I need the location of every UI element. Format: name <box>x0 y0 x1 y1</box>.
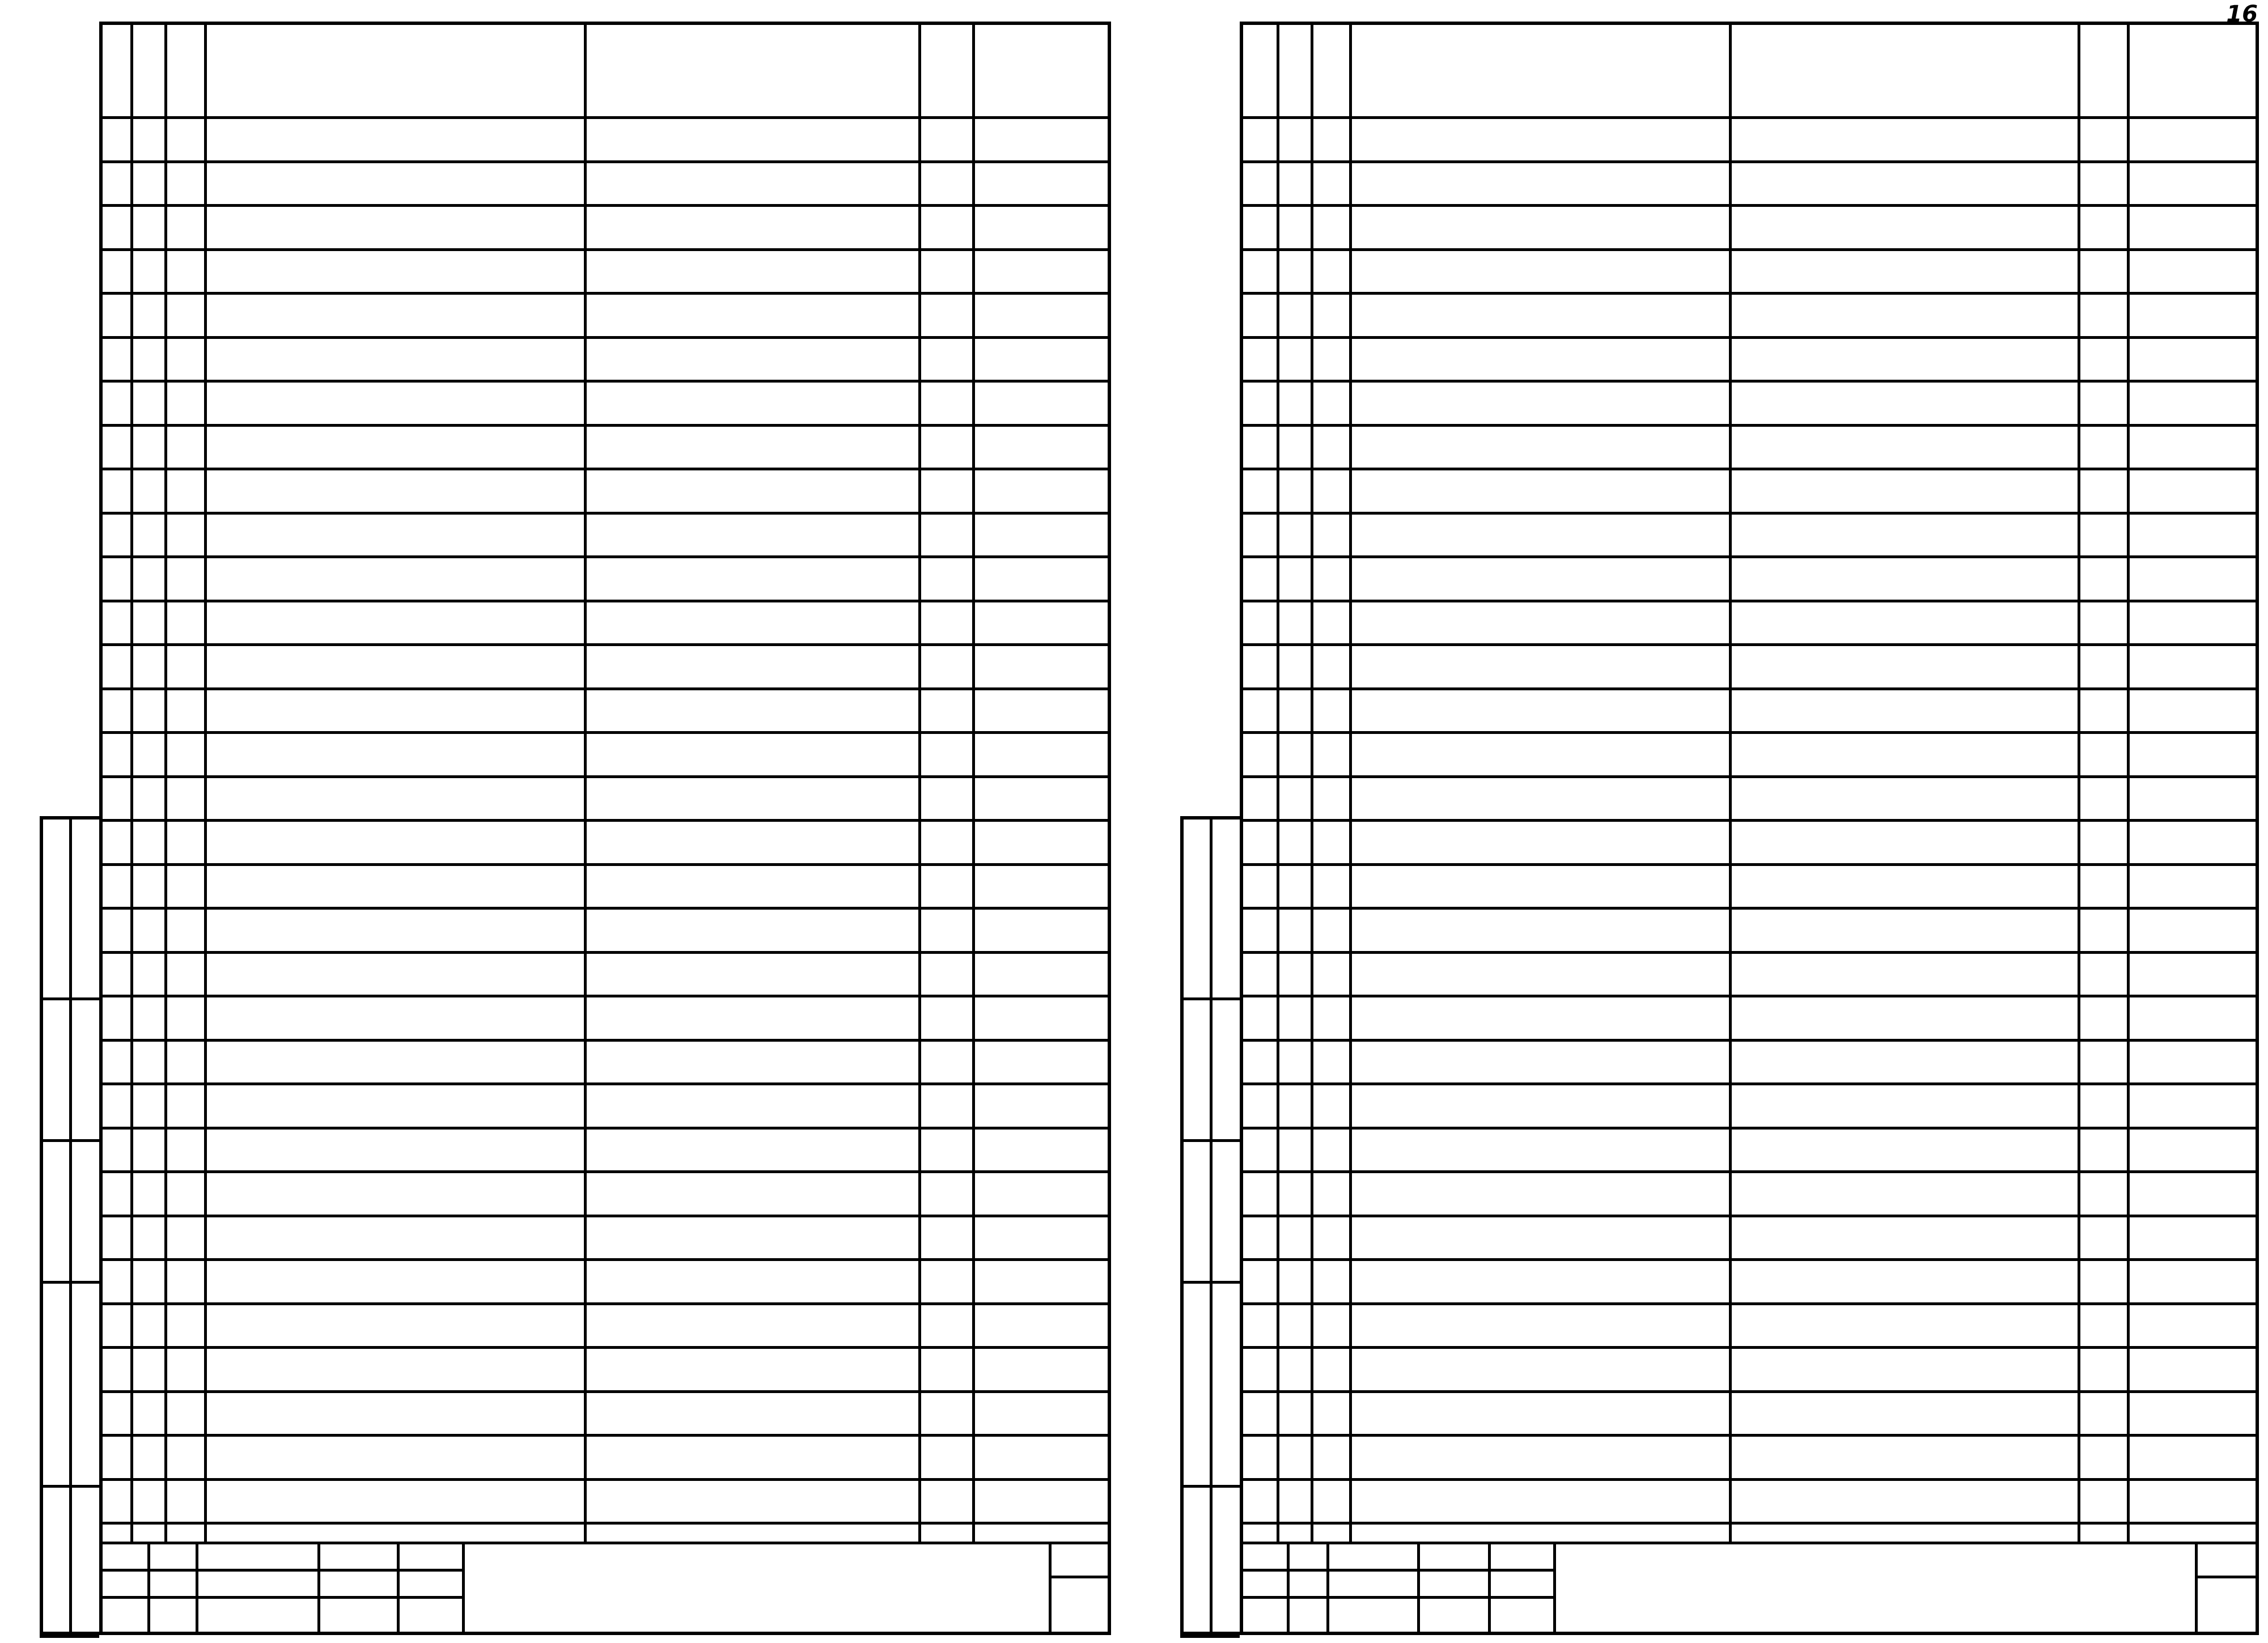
stamp-line <box>2195 1576 2259 1578</box>
row-line <box>99 336 1111 339</box>
header-divider <box>99 116 1111 119</box>
row-line <box>99 1215 1111 1217</box>
row-line <box>1240 1082 2259 1085</box>
spec-sheet-right <box>1179 0 2268 1643</box>
stamp-line <box>1049 1576 1111 1578</box>
row-line <box>99 204 1111 207</box>
row-line <box>1240 292 2259 295</box>
stamp-col-line <box>1326 1542 1329 1635</box>
row-line <box>99 468 1111 470</box>
strip-line <box>40 1635 99 1638</box>
row-line <box>1240 1127 2259 1130</box>
strip-inner-line <box>1210 816 1213 1635</box>
row-line <box>99 731 1111 734</box>
stamp-sheet-line <box>2195 1542 2198 1635</box>
row-line <box>1240 1522 2259 1525</box>
row-line <box>1240 1170 2259 1173</box>
strip-inner-line <box>69 816 72 1635</box>
stamp-col-line <box>1553 1542 1556 1635</box>
stamp-col-line <box>196 1542 198 1635</box>
row-line <box>1240 555 2259 558</box>
row-line <box>99 1390 1111 1393</box>
row-line <box>99 555 1111 558</box>
row-line <box>1240 160 2259 163</box>
row-line <box>99 1434 1111 1437</box>
row-line <box>99 1522 1111 1525</box>
row-line <box>1240 1346 2259 1349</box>
row-line <box>1240 687 2259 690</box>
row-line <box>99 1082 1111 1085</box>
row-line <box>99 643 1111 646</box>
header-divider <box>1240 116 2259 119</box>
stamp-top-line <box>99 1542 1111 1544</box>
row-line <box>1240 1434 2259 1437</box>
row-line <box>1240 731 2259 734</box>
stamp-sheet-line <box>1049 1542 1052 1635</box>
row-line <box>99 292 1111 295</box>
stamp-col-line <box>462 1542 465 1635</box>
row-line <box>1240 1302 2259 1305</box>
stamp-col-line <box>1488 1542 1491 1635</box>
stamp-line <box>99 1569 462 1572</box>
row-line <box>99 687 1111 690</box>
row-line <box>1240 1258 2259 1261</box>
row-line <box>99 248 1111 251</box>
row-line <box>1240 1390 2259 1393</box>
row-line <box>99 600 1111 602</box>
outer-frame <box>99 22 1111 1635</box>
row-line <box>1240 424 2259 427</box>
row-line <box>99 1039 1111 1042</box>
row-line <box>1240 1039 2259 1042</box>
row-line <box>1240 204 2259 207</box>
row-line <box>1240 643 2259 646</box>
row-line <box>99 951 1111 954</box>
spec-sheet-left <box>0 0 1128 1643</box>
stamp-line <box>1240 1569 1553 1572</box>
row-line <box>99 512 1111 515</box>
row-line <box>1240 380 2259 383</box>
row-line <box>1240 1478 2259 1481</box>
row-line <box>1240 907 2259 910</box>
row-line <box>1240 248 2259 251</box>
row-line <box>99 1478 1111 1481</box>
row-line <box>99 160 1111 163</box>
row-line <box>1240 819 2259 822</box>
row-line <box>99 1170 1111 1173</box>
row-line <box>99 775 1111 778</box>
row-line <box>1240 863 2259 866</box>
stamp-col-line <box>317 1542 320 1635</box>
row-line <box>99 1258 1111 1261</box>
row-line <box>99 424 1111 427</box>
page-number: 16 <box>2226 1 2258 27</box>
row-line <box>99 995 1111 997</box>
stamp-line <box>1240 1596 1553 1599</box>
row-line <box>1240 512 2259 515</box>
stamp-col-line <box>397 1542 400 1635</box>
row-line <box>1240 1215 2259 1217</box>
row-line <box>1240 775 2259 778</box>
row-line <box>99 380 1111 383</box>
row-line <box>1240 468 2259 470</box>
strip-line <box>1180 1635 1240 1638</box>
row-line <box>99 863 1111 866</box>
row-line <box>1240 951 2259 954</box>
outer-frame <box>1240 22 2259 1635</box>
row-line <box>99 1302 1111 1305</box>
row-line <box>99 819 1111 822</box>
stamp-col-line <box>1417 1542 1420 1635</box>
row-line <box>99 1346 1111 1349</box>
row-line <box>1240 600 2259 602</box>
row-line <box>1240 336 2259 339</box>
stamp-col-line <box>1287 1542 1290 1635</box>
stamp-line <box>99 1596 462 1599</box>
row-line <box>99 907 1111 910</box>
stamp-top-line <box>1240 1542 2259 1544</box>
row-line <box>1240 995 2259 997</box>
row-line <box>99 1127 1111 1130</box>
stamp-col-line <box>147 1542 150 1635</box>
